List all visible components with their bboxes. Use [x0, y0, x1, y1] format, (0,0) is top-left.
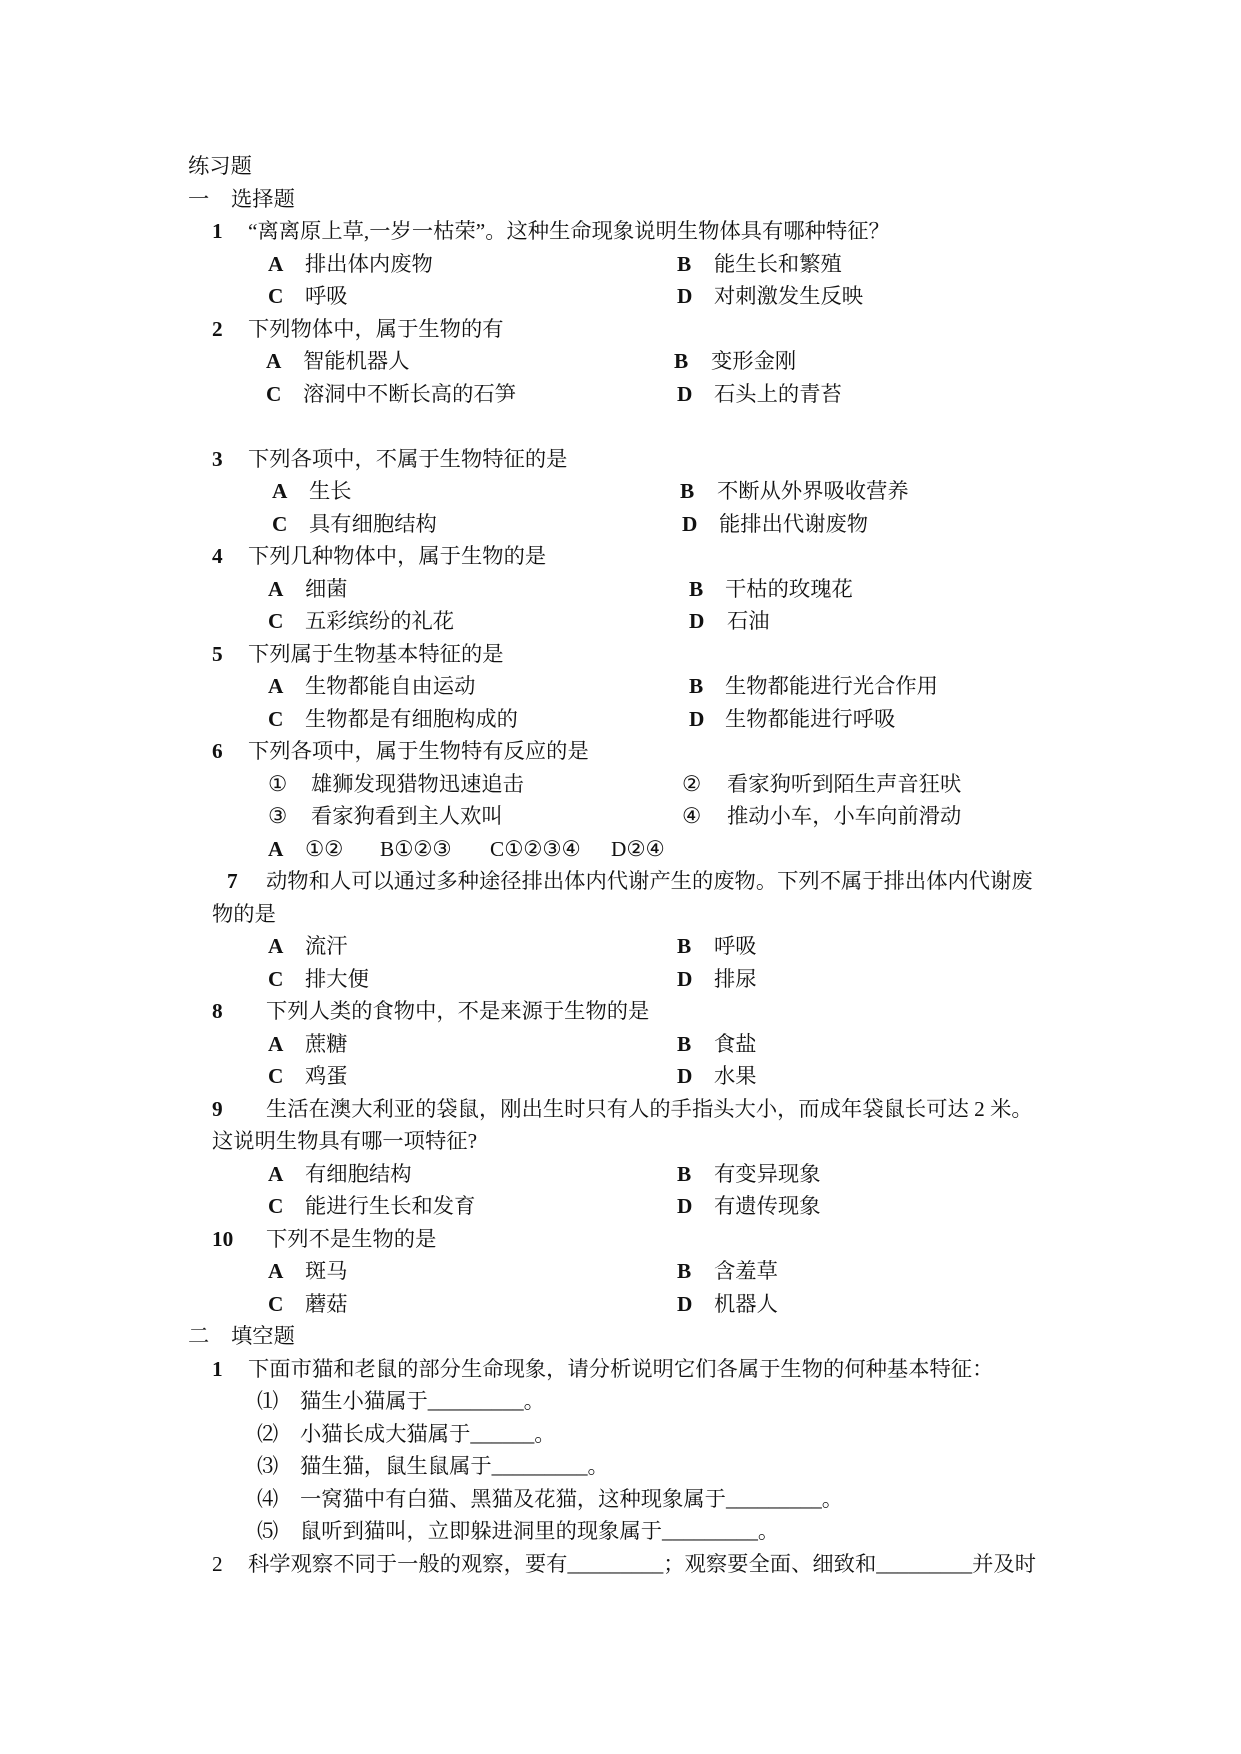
option-c — [490, 833, 581, 866]
option-letter: C — [268, 706, 284, 731]
question-3-options-ab — [0, 475, 1241, 508]
option-letter: C — [266, 381, 282, 406]
option-letter: D — [677, 966, 693, 991]
option-letter: A — [268, 1161, 284, 1186]
question-2-options-cd — [0, 378, 1241, 411]
option-letter: B — [680, 479, 695, 503]
option-text: ②④ — [626, 836, 665, 861]
option-letter: A — [272, 479, 288, 503]
section-title: 填空题 — [231, 1324, 295, 1348]
option-text: ①②③④ — [504, 836, 581, 861]
fill-item-1 — [0, 1385, 1241, 1418]
item-mark: ⑶ — [257, 1454, 279, 1478]
question-10-stem — [0, 1223, 1241, 1256]
option-letter: D — [677, 284, 693, 308]
item-mark: ③ — [268, 804, 288, 828]
option-letter: B — [689, 674, 704, 698]
item-text: 看家狗听到陌生声音狂吠 — [727, 771, 962, 796]
question-stem: 生活在澳大利亚的袋鼠，刚出生时只有人的手指头大小，而成年袋鼠长可达 2 米。 — [266, 1096, 1033, 1121]
question-stem: 下列属于生物基本特征的是 — [248, 641, 504, 666]
option-letter: D — [677, 1064, 693, 1088]
question-stem: “离离原上草,一岁一枯荣”。这种生命现象说明生物体具有哪种特征？ — [248, 219, 890, 243]
option-letter: D — [682, 511, 698, 536]
option-text: 呼吸 — [305, 284, 348, 308]
option-letter: D — [677, 1291, 693, 1316]
option-letter: C — [268, 1064, 284, 1088]
option-text: 五彩缤纷的礼花 — [305, 609, 455, 633]
question-1-stem — [0, 215, 1241, 248]
question-stem: 下列物体中，属于生物的有 — [248, 316, 504, 341]
item-mark: ② — [682, 771, 702, 796]
fill-item-2 — [0, 1418, 1241, 1451]
option-text: 蔗糖 — [305, 1031, 348, 1056]
question-5-options-ab — [0, 670, 1241, 703]
option-text: 有细胞结构 — [305, 1161, 412, 1186]
question-7-options-cd — [0, 963, 1241, 996]
option-text: 石头上的青苔 — [714, 381, 842, 406]
option-text: 鸡蛋 — [305, 1064, 348, 1088]
option-text: 排大便 — [305, 966, 369, 991]
item-text: 雄狮发现猎物迅速追击 — [311, 771, 524, 796]
option-text: 生长 — [309, 479, 352, 503]
option-letter: A — [268, 836, 284, 861]
item-mark: ⑴ — [257, 1389, 279, 1413]
question-number: 1 — [212, 219, 223, 243]
question-stem: 科学观察不同于一般的观察，要有_________；观察要全面、细致和_________并及时 — [248, 1551, 1036, 1576]
option-letter: B — [380, 836, 395, 861]
item-text: 小猫长成大猫属于______。 — [300, 1421, 556, 1446]
question-stem: 动物和人可以通过多种途径排出体内代谢产生的废物。下列不属于排出体内代谢废 — [266, 869, 1033, 893]
fill-item-5 — [0, 1515, 1241, 1548]
option-text: 智能机器人 — [303, 349, 410, 373]
question-stem: 这说明生物具有哪一项特征? — [212, 1129, 478, 1153]
item-text: 看家狗看到主人欢叫 — [311, 804, 503, 828]
option-b — [380, 833, 452, 866]
question-4-options-ab — [0, 573, 1241, 606]
question-number: 2 — [212, 1551, 223, 1576]
option-letter: B — [677, 251, 692, 276]
question-6-items-34 — [0, 800, 1241, 833]
option-text: 生物都能进行光合作用 — [725, 674, 938, 698]
question-number: 7 — [227, 869, 238, 893]
option-letter: B — [674, 349, 689, 373]
option-text: 流汗 — [305, 934, 348, 958]
option-text: 机器人 — [714, 1291, 778, 1316]
question-number: 5 — [212, 641, 223, 666]
option-letter: C — [490, 836, 505, 861]
question-3-options-cd — [0, 508, 1241, 541]
item-mark: ⑷ — [257, 1486, 279, 1511]
fill-question-2-stem — [0, 1548, 1241, 1581]
question-number: 1 — [212, 1356, 223, 1381]
option-text: 有变异现象 — [714, 1161, 821, 1186]
option-letter: A — [268, 674, 284, 698]
section-heading-choice — [0, 183, 1241, 216]
fill-question-1-stem — [0, 1353, 1241, 1386]
option-text: 生物都能进行呼吸 — [725, 706, 896, 731]
section-title: 选择题 — [231, 186, 295, 211]
question-9-options-cd — [0, 1190, 1241, 1223]
option-text: 生物都能自由运动 — [305, 674, 476, 698]
item-text: 推动小车，小车向前滑动 — [727, 804, 962, 828]
question-number: 10 — [212, 1226, 234, 1251]
question-8-options-ab — [0, 1028, 1241, 1061]
question-7-options-ab — [0, 930, 1241, 963]
question-9-stem-continued — [0, 1125, 1241, 1158]
option-letter: C — [272, 511, 288, 536]
question-3-stem — [0, 443, 1241, 476]
question-1-options-ab — [0, 248, 1241, 281]
section-heading-fill — [0, 1320, 1241, 1353]
question-stem: 下列各项中，属于生物特有反应的是 — [248, 739, 589, 763]
option-text: 细菌 — [305, 576, 348, 601]
question-9-stem — [0, 1093, 1241, 1126]
option-letter: C — [268, 284, 284, 308]
option-text: ①② — [305, 836, 344, 861]
item-mark: ⑸ — [257, 1519, 279, 1543]
option-letter: D — [677, 381, 693, 406]
option-text: 含羞草 — [714, 1259, 778, 1283]
question-stem: 下面市猫和老鼠的部分生命现象，请分析说明它们各属于生物的何种基本特征： — [248, 1356, 994, 1381]
question-number: 2 — [212, 316, 223, 341]
item-text: 鼠听到猫叫，立即躲进洞里的现象属于_________。 — [300, 1519, 780, 1543]
option-letter: B — [677, 1031, 692, 1056]
option-text: ①②③ — [394, 836, 452, 861]
option-text: 排出体内废物 — [305, 251, 433, 276]
option-letter: A — [268, 1031, 284, 1056]
question-number: 6 — [212, 739, 223, 763]
worksheet-title: 练习题 — [188, 154, 252, 178]
question-8-stem — [0, 995, 1241, 1028]
question-number: 8 — [212, 999, 223, 1023]
item-text: 猫生小猫属于_________。 — [300, 1389, 545, 1413]
option-letter: D — [677, 1194, 693, 1218]
fill-item-4 — [0, 1483, 1241, 1516]
option-text: 不断从外界吸收营养 — [717, 479, 909, 503]
option-text: 溶洞中不断长高的石笋 — [303, 381, 516, 406]
question-4-stem — [0, 540, 1241, 573]
question-stem: 下列几种物体中，属于生物的是 — [248, 544, 547, 568]
option-text: 排尿 — [714, 966, 757, 991]
option-letter: B — [689, 576, 704, 601]
option-letter: C — [268, 1194, 284, 1218]
section-number: 二 — [188, 1324, 210, 1348]
question-7-stem-continued — [0, 898, 1241, 931]
option-text: 能进行生长和发育 — [305, 1194, 476, 1218]
option-letter: B — [677, 1161, 692, 1186]
option-letter: D — [611, 836, 627, 861]
item-text: 一窝猫中有白猫、黑猫及花猫，这种现象属于_________。 — [300, 1486, 844, 1511]
option-letter: B — [677, 934, 692, 958]
section-number: 一 — [188, 186, 210, 211]
question-stem: 下列不是生物的是 — [266, 1226, 437, 1251]
option-text: 能排出代谢废物 — [719, 511, 869, 536]
option-letter: A — [268, 1259, 284, 1283]
question-10-options-cd — [0, 1288, 1241, 1321]
option-letter: A — [268, 934, 284, 958]
question-10-options-ab — [0, 1255, 1241, 1288]
option-text: 有遗传现象 — [714, 1194, 821, 1218]
option-text: 干枯的玫瑰花 — [725, 576, 853, 601]
question-stem: 下列各项中，不属于生物特征的是 — [248, 446, 568, 471]
option-text: 蘑菇 — [305, 1291, 348, 1316]
option-letter: C — [268, 609, 284, 633]
option-letter: A — [266, 349, 282, 373]
option-text: 石油 — [727, 609, 770, 633]
option-text: 具有细胞结构 — [309, 511, 437, 536]
option-letter: A — [268, 576, 284, 601]
option-letter: C — [268, 966, 284, 991]
option-letter: C — [268, 1291, 284, 1316]
question-5-stem — [0, 638, 1241, 671]
option-text: 能生长和繁殖 — [714, 251, 842, 276]
question-1-options-cd — [0, 280, 1241, 313]
question-4-options-cd — [0, 605, 1241, 638]
question-9-options-ab — [0, 1158, 1241, 1191]
option-letter: B — [677, 1259, 692, 1283]
question-number: 3 — [212, 446, 223, 471]
question-number: 4 — [212, 544, 223, 568]
item-mark: ⑵ — [257, 1421, 279, 1446]
fill-item-3 — [0, 1450, 1241, 1483]
question-2-stem — [0, 313, 1241, 346]
item-mark: ④ — [682, 804, 702, 828]
question-6-items-12 — [0, 768, 1241, 801]
question-7-stem — [0, 865, 1241, 898]
option-text: 生物都是有细胞构成的 — [305, 706, 518, 731]
item-text: 猫生猫，鼠生鼠属于_________。 — [300, 1454, 609, 1478]
option-text: 水果 — [714, 1064, 757, 1088]
question-stem: 下列人类的食物中，不是来源于生物的是 — [266, 999, 650, 1023]
option-text: 斑马 — [305, 1259, 348, 1283]
question-2-options-ab — [0, 345, 1241, 378]
question-stem: 物的是 — [212, 901, 276, 926]
option-d — [611, 833, 665, 866]
question-number: 9 — [212, 1096, 223, 1121]
question-6-stem — [0, 735, 1241, 768]
option-letter: D — [689, 609, 705, 633]
option-letter: D — [689, 706, 705, 731]
option-text: 变形金刚 — [711, 349, 797, 373]
question-8-options-cd — [0, 1060, 1241, 1093]
option-text: 呼吸 — [714, 934, 757, 958]
option-text: 对刺激发生反映 — [714, 284, 864, 308]
option-text: 食盐 — [714, 1031, 757, 1056]
question-5-options-cd — [0, 703, 1241, 736]
item-mark: ① — [268, 771, 288, 796]
title-line — [0, 150, 1241, 183]
question-6-options — [0, 833, 1241, 866]
option-letter: A — [268, 251, 284, 276]
